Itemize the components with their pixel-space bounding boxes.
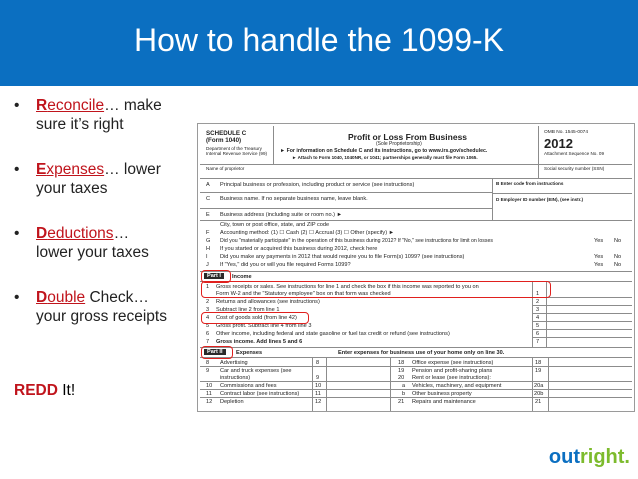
form-ssn-label: Social security number (SSN) — [544, 166, 605, 171]
exp-right-20a-num: a — [402, 383, 406, 389]
income-row-1: Gross receipts or sales. See instructions for line 1 and check the box if this income was reported to you on — [216, 284, 479, 290]
form-schedule: SCHEDULE C — [206, 130, 247, 137]
income-row-4-num: 4 — [206, 315, 210, 321]
exp-right-box-18: 18 — [535, 360, 542, 366]
form-row-e: Business address (including suite or room no.) ► — [220, 212, 343, 218]
exp-left-10: Commissions and fees — [220, 383, 277, 389]
bullet-keyword: eductions — [47, 225, 114, 242]
bullet-dot: • — [14, 97, 20, 114]
income-row-3-num: 3 — [206, 307, 210, 313]
form-irs: Internal Revenue Service (99) — [206, 151, 268, 156]
income-box-1: 1 — [536, 291, 540, 297]
bullet-initial: R — [36, 97, 48, 114]
income-box-3: 3 — [536, 307, 540, 313]
exp-left-8: Advertising — [220, 360, 248, 366]
form-row-j-code: J — [206, 262, 209, 268]
bullet-deductions — [14, 224, 202, 262]
slide-title: How to handle the 1099-K — [133, 22, 505, 58]
exp-left-9b: instructions) — [220, 375, 251, 381]
form-row-a: Principal business or profession, including product or service (see instructions) — [220, 182, 415, 188]
bullet-dot: • — [14, 161, 20, 178]
highlight-part2 — [201, 346, 233, 359]
bullet-reconcile — [14, 96, 202, 134]
exp-right-18: Office expense (see instructions) — [412, 360, 494, 366]
logo-right: right. — [580, 446, 630, 468]
form-row-g-code: G — [206, 238, 211, 244]
form-info1: ► For information on Schedule C and its instructions, go to www.irs.gov/schedulec. — [280, 148, 488, 154]
title-bar — [0, 0, 638, 86]
income-row-3: Subtract line 2 from line 1 — [216, 307, 280, 313]
closing-redd: REDD — [14, 382, 58, 399]
income-row-1-num: 1 — [206, 284, 210, 290]
bullet-list — [14, 96, 202, 352]
form-omb: OMB No. 1545-0074 — [544, 130, 588, 135]
form-no-g: No — [614, 238, 622, 244]
bullet-tail: Check… — [85, 289, 149, 306]
income-row-5-num: 5 — [206, 323, 210, 329]
income-row-5: Gross profit. Subtract line 4 from line 3 — [216, 323, 312, 329]
bullet-line2: sure it’s right — [36, 116, 124, 133]
form-part1-title: Income — [232, 274, 252, 280]
form-row-a-code: A — [206, 182, 210, 188]
schedule-c-form — [197, 123, 635, 412]
form-row-e-code: E — [206, 212, 210, 218]
bullet-initial: D — [36, 289, 48, 306]
form-dept: Department of the Treasury — [206, 146, 262, 151]
form-row-f: Accounting method: (1) ☐ Cash (2) ☐ Accrual (3) ☐ Other (specify) ► — [220, 230, 395, 236]
exp-left-10-num: 10 — [206, 383, 213, 389]
exp-right-20b-num: b — [402, 391, 406, 397]
exp-right-box-20a: 20a — [534, 383, 544, 389]
closing-it: It! — [57, 382, 76, 399]
income-row-7-num: 7 — [206, 339, 210, 345]
bullet-dot: • — [14, 225, 20, 242]
form-year: 2012 — [544, 136, 573, 151]
form-yes-j: Yes — [594, 262, 604, 268]
exp-left-box-10: 10 — [315, 383, 322, 389]
form-attachment: Attachment Sequence No. 09 — [544, 151, 605, 156]
form-part2-label: Part II — [204, 349, 226, 355]
bullet-line2: your gross receipts — [36, 308, 167, 325]
form-yes-g: Yes — [594, 238, 604, 244]
form-box-b: B Enter code from instructions — [496, 181, 564, 186]
bullet-double-check — [14, 288, 202, 326]
bullet-tail: … — [113, 225, 130, 242]
exp-left-12-num: 12 — [206, 399, 213, 405]
form-row-c: Business name. If no separate business name, leave blank. — [220, 196, 368, 202]
bullet-line2: lower your taxes — [36, 244, 149, 261]
form-part1-label: Part I — [204, 273, 224, 279]
bullet-line2: your taxes — [36, 180, 108, 197]
income-row-7: Gross income. Add lines 5 and 6 — [216, 339, 303, 345]
form-row-j: If "Yes," did you or will you file required Forms 1099? — [220, 262, 351, 268]
form-no-i: No — [614, 254, 622, 260]
bullet-initial: D — [36, 225, 48, 242]
form-subtitle: (Sole Proprietorship) — [376, 141, 422, 147]
exp-right-20b: Other business property — [412, 391, 472, 397]
bullet-initial: E — [36, 161, 47, 178]
income-row-6: Other income, including federal and state gasoline or fuel tax credit or refund (see instructions) — [216, 331, 450, 337]
form-ref: (Form 1040) — [206, 137, 242, 144]
bullet-keyword: ouble — [47, 289, 86, 306]
form-row-g: Did you "materially participate" in the operation of this business during 2012? If "No," see instructions for limit on losses — [220, 238, 493, 244]
exp-right-19: Pension and profit-sharing plans — [412, 368, 493, 374]
highlight-line4 — [201, 312, 309, 324]
exp-left-box-11: 11 — [315, 391, 321, 397]
bullet-keyword: econcile — [47, 97, 105, 114]
bullet-expenses — [14, 160, 202, 198]
income-box-7: 7 — [536, 339, 540, 345]
form-row-f-code: F — [206, 230, 210, 236]
form-row-h-code: H — [206, 246, 211, 252]
outright-logo — [549, 446, 630, 469]
exp-right-20-num: 20 — [398, 375, 405, 381]
closing-line — [14, 382, 75, 400]
form-name-label: Name of proprietor — [206, 166, 245, 171]
exp-left-9-num: 9 — [206, 368, 210, 374]
exp-left-11: Contract labor (see instructions) — [220, 391, 300, 397]
income-box-5: 5 — [536, 323, 540, 329]
exp-right-box-19: 19 — [535, 368, 542, 374]
exp-right-19-num: 19 — [398, 368, 405, 374]
bullet-tail: … lower — [104, 161, 161, 178]
exp-right-box-20b: 20b — [534, 391, 544, 397]
income-row-4: Cost of goods sold (from line 42) — [216, 315, 297, 321]
income-row-2: Returns and allowances (see instructions) — [216, 299, 320, 305]
exp-left-box-12: 12 — [315, 399, 322, 405]
exp-left-12: Depletion — [220, 399, 244, 405]
bullet-keyword: xpenses — [46, 161, 105, 178]
form-box-d: D Employer ID number (EIN), (see instr.) — [496, 197, 584, 202]
form-row-h: If you started or acquired this business during 2012, check here — [220, 246, 378, 252]
form-yes-i: Yes — [594, 254, 604, 260]
exp-left-box-9: 9 — [316, 375, 320, 381]
income-box-4: 4 — [536, 315, 540, 321]
exp-right-21-num: 21 — [398, 399, 405, 405]
form-no-j: No — [614, 262, 622, 268]
income-box-2: 2 — [536, 299, 540, 305]
exp-left-8-num: 8 — [206, 360, 210, 366]
form-part2-note: Enter expenses for business use of your home only on line 30. — [338, 350, 505, 356]
exp-left-9: Car and truck expenses (see — [220, 368, 292, 374]
income-row-2-num: 2 — [206, 299, 210, 305]
form-part2-title: Expenses — [236, 350, 263, 356]
income-box-6: 6 — [536, 331, 540, 337]
exp-left-box-8: 8 — [316, 360, 320, 366]
exp-left-11-num: 11 — [206, 391, 212, 397]
highlight-line1 — [201, 281, 551, 298]
exp-right-21: Repairs and maintenance — [412, 399, 476, 405]
bullet-dot: • — [14, 289, 20, 306]
exp-right-20: Rent or lease (see instructions): — [412, 375, 491, 381]
form-info2: ► Attach to Form 1040, 1040NR, or 1041; partnerships generally must file Form 1065. — [292, 155, 478, 160]
bullet-tail: … make — [104, 97, 162, 114]
form-row-c-code: C — [206, 196, 211, 202]
exp-right-20a: Vehicles, machinery, and equipment — [412, 383, 502, 389]
logo-out: out — [548, 446, 580, 468]
exp-right-box-21: 21 — [535, 399, 542, 405]
income-row-6-num: 6 — [206, 331, 210, 337]
income-row-1b: Form W-2 and the "Statutory employee" box on that form was checked — [216, 291, 391, 297]
exp-right-18-num: 18 — [398, 360, 405, 366]
form-title: Profit or Loss From Business — [348, 132, 468, 142]
form-row-city: City, town or post office, state, and ZIP code — [220, 222, 330, 228]
form-row-i: Did you make any payments in 2012 that would require you to file Form(s) 1099? (see instructions) — [220, 254, 465, 260]
form-row-i-code: I — [206, 254, 208, 260]
